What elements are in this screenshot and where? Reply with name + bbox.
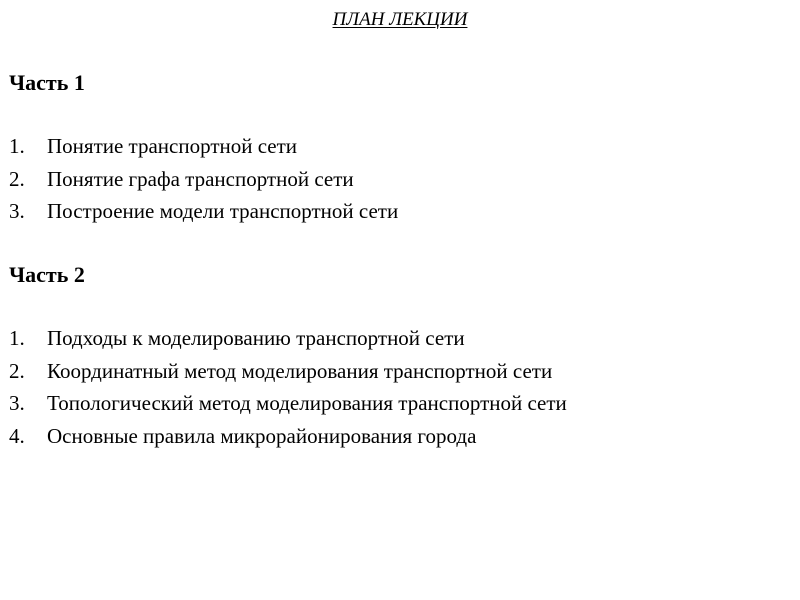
list-item-number: 2. [9,166,25,191]
list-item [9,163,789,196]
section-part-1 [9,70,789,228]
list-item-text: Построение модели транспортной сети [47,199,399,223]
section-part-2 [9,262,789,452]
list-item-number: 1. [9,134,25,158]
list-item-text: Топологический метод моделирования транспортной сети [47,391,567,415]
topic-list [9,322,789,452]
list-item [9,322,789,355]
list-item-text: Понятие графа транспортной сети [47,166,354,191]
list-item-text: Понятие транспортной сети [47,134,298,158]
topic-list [9,130,789,228]
list-item-text: Координатный метод моделирования транспортной сети [47,358,553,383]
list-item [9,420,789,453]
list-item [9,387,789,420]
section-heading: Часть 1 [9,70,85,95]
section-heading: Часть 2 [9,262,85,287]
slide-title: ПЛАН ЛЕКЦИИ [332,9,468,30]
list-item-text: Основные правила микрорайонирования города [47,423,477,448]
list-item [9,130,789,163]
list-item-number: 3. [9,391,25,415]
list-item [9,195,789,228]
list-item-number: 4. [9,423,25,448]
list-item-number: 3. [9,199,25,223]
list-item-text: Подходы к моделированию транспортной сети [47,326,465,350]
list-item-number: 2. [9,358,25,383]
list-item-number: 1. [9,326,25,350]
list-item [9,355,789,388]
